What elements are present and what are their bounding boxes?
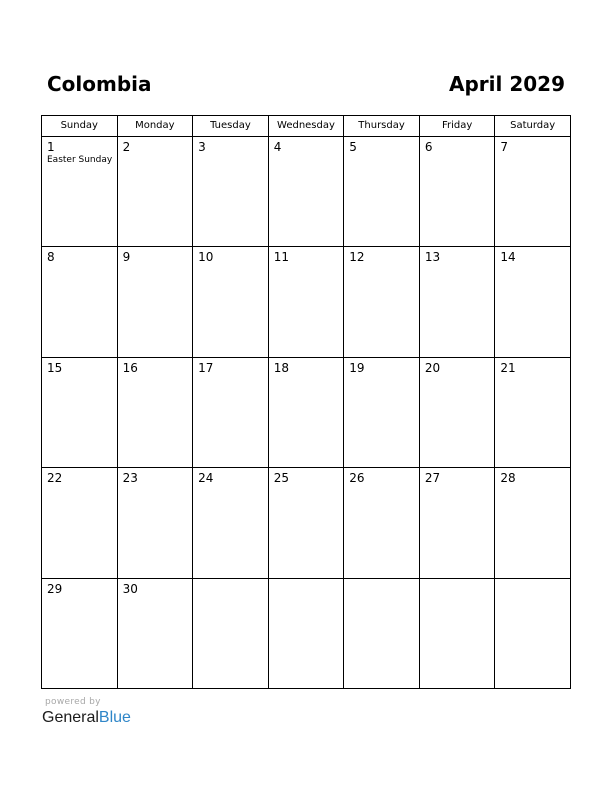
day-number: 29 [47,581,63,596]
weekday-monday: Monday [117,116,193,137]
day-number: 25 [273,471,289,486]
day-number [495,579,570,582]
day-number: 1 [47,140,55,154]
day-number: 10 [198,250,214,265]
day-cell [117,247,193,357]
day-number: 3 [198,140,206,154]
day-cell [495,137,571,247]
day-cell [344,468,420,578]
calendar-header [41,70,571,100]
day-cell [344,357,420,467]
week-row-3 [42,357,571,467]
weekday-tuesday: Tuesday [193,116,269,137]
day-cell [419,468,495,578]
week-row-4 [42,468,571,578]
day-number [344,579,419,582]
day-cell [193,468,269,578]
empty-day-cell [419,578,495,688]
day-number: 6 [424,140,433,154]
day-cell [42,357,118,467]
day-number: 14 [500,250,516,265]
day-number: 7 [500,140,509,154]
week-row-1 [42,137,571,247]
day-cell [117,578,193,688]
brand-blue-text: Blue [98,709,131,726]
day-number: 30 [122,581,138,596]
day-cell [495,468,571,578]
day-number: 27 [424,471,441,486]
weekday-thursday: Thursday [344,116,420,137]
day-number: 26 [349,471,365,486]
day-number: 2 [122,140,131,154]
weekday-saturday: Saturday [495,116,571,137]
day-cell [42,578,118,688]
day-number [420,579,495,582]
country-title: Colombia [47,72,152,96]
day-number: 4 [273,140,282,154]
day-cell [42,247,118,357]
day-number: 9 [122,250,131,265]
day-number: 17 [198,360,214,375]
empty-day-cell [344,578,420,688]
day-cell [268,468,344,578]
day-cell [268,357,344,467]
day-cell [117,468,193,578]
month-title: April 2029 [449,72,565,96]
empty-day-cell [193,578,269,688]
day-cell [419,137,495,247]
generalblue-footer [42,696,182,732]
day-cell [193,357,269,467]
empty-day-cell [268,578,344,688]
day-number: 11 [273,250,289,265]
day-number: 15 [47,360,63,375]
day-cell [268,137,344,247]
day-cell [419,357,495,467]
weekday-wednesday: Wednesday [268,116,344,137]
day-cell [42,468,118,578]
day-cell [495,357,571,467]
generalblue-logo [42,708,131,728]
brand-general-text: General [42,709,99,726]
day-cell [268,247,344,357]
day-number: 28 [500,471,516,486]
day-cell [495,247,571,357]
day-cell [344,247,420,357]
day-cell [344,137,420,247]
weekday-header-row [42,116,571,137]
holiday-label: Easter Sunday [47,155,113,165]
day-cell [117,137,193,247]
day-number: 23 [122,471,138,486]
day-number: 19 [349,360,365,375]
week-row-5 [42,578,571,688]
weekday-sunday: Sunday [42,116,118,137]
month-calendar-grid [41,115,571,689]
day-cell [193,137,269,247]
day-cell [117,357,193,467]
day-number: 18 [273,360,289,375]
day-number: 13 [424,250,441,265]
day-number: 12 [349,250,365,265]
day-cell [193,247,269,357]
day-number: 21 [500,360,516,375]
day-number: 5 [349,140,357,154]
day-cell [42,137,118,247]
day-number [269,579,344,582]
week-row-2 [42,247,571,357]
day-number [193,579,268,582]
powered-by-text: powered by [45,697,101,707]
weekday-friday: Friday [419,116,495,137]
empty-day-cell [495,578,571,688]
day-number: 8 [47,250,55,265]
day-number: 16 [122,360,138,375]
day-number: 22 [47,471,63,486]
day-cell [419,247,495,357]
day-number: 24 [198,471,214,486]
day-number: 20 [424,360,441,375]
